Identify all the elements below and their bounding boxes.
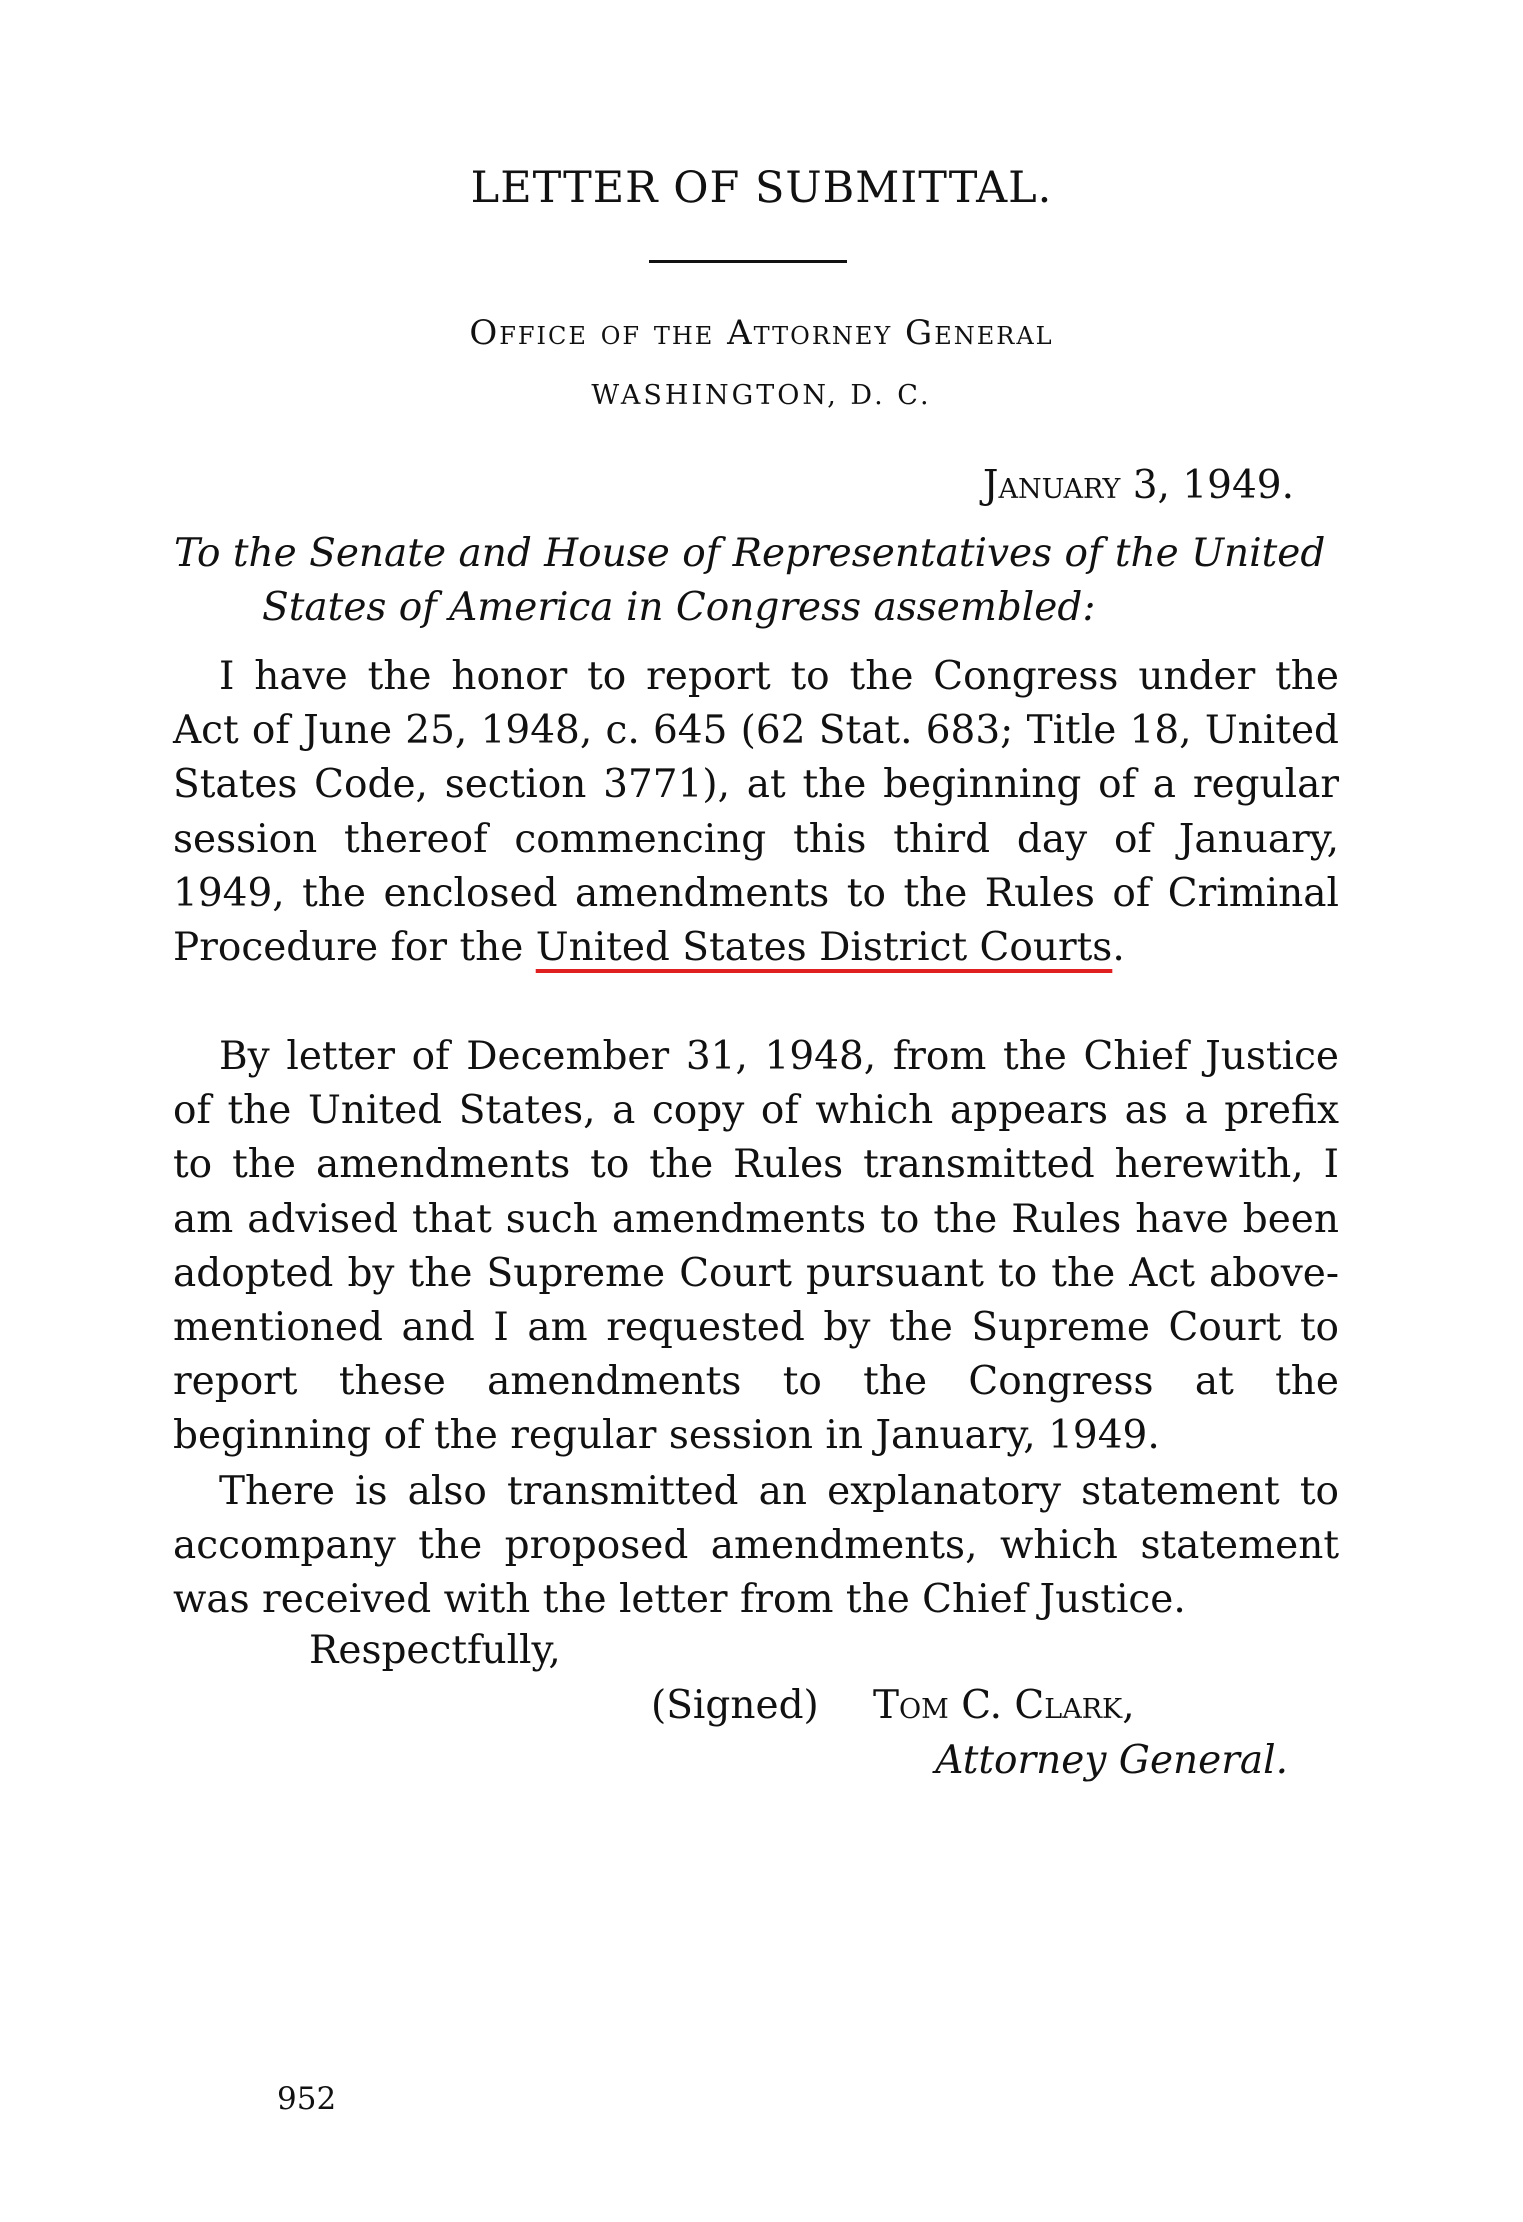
signer-title: Attorney General. [935, 1738, 1288, 1783]
letter-title: LETTER OF SUBMITTAL. [470, 163, 1053, 213]
highlighted-phrase: United States District Courts [535, 925, 1113, 971]
office-heading: Office of the Attorney General [469, 313, 1054, 353]
salutation [174, 527, 1344, 635]
page-number: 952 [277, 2081, 337, 2117]
signer-name: Tom C. Clark, [873, 1683, 1135, 1728]
title-divider [649, 260, 847, 263]
letter-date: January 3, 1949. [982, 463, 1294, 508]
paragraph-1 [173, 650, 1339, 975]
closing-respectfully: Respectfully, [309, 1628, 561, 1673]
office-location: WASHINGTON, D. C. [591, 380, 932, 411]
paragraph-3-text: There is also transmitted an explanatory statement to accompany the proposed amendments, which statement was received with the letter from the Chief Justice. [173, 1469, 1339, 1623]
salutation-line-2: States of America in Congress assembled: [262, 585, 1096, 630]
salutation-line-1: To the Senate and House of Representatives of the United [174, 531, 1326, 576]
paragraph-2 [173, 1030, 1339, 1464]
paragraph-1-end: . [1112, 925, 1125, 971]
paragraph-2-text: By letter of December 31, 1948, from the Chief Justice of the United States, a copy of which appears as a prefix to the amendments to the Rules transmitted herewith, I am advised that such amendments to the Rules have been adopted by the Supreme Court pursuant to the Act above-mentioned and I am requested by the Supreme Court to report these amendments to the Congress at the beginning of the regular session in January, 1949. [173, 1034, 1339, 1459]
signed-label: (Signed) [651, 1683, 819, 1728]
paragraph-3 [173, 1465, 1339, 1628]
paragraph-1-text: I have the honor to report to the Congress under the Act of June 25, 1948, c. 645 (62 Stat. 683; Title 18, United States Code, section 3771), at the beginning of a regular session thereof commencing this third day of January, 1949, the enclosed amendments to the Rules of Criminal Procedure for the [173, 654, 1339, 971]
